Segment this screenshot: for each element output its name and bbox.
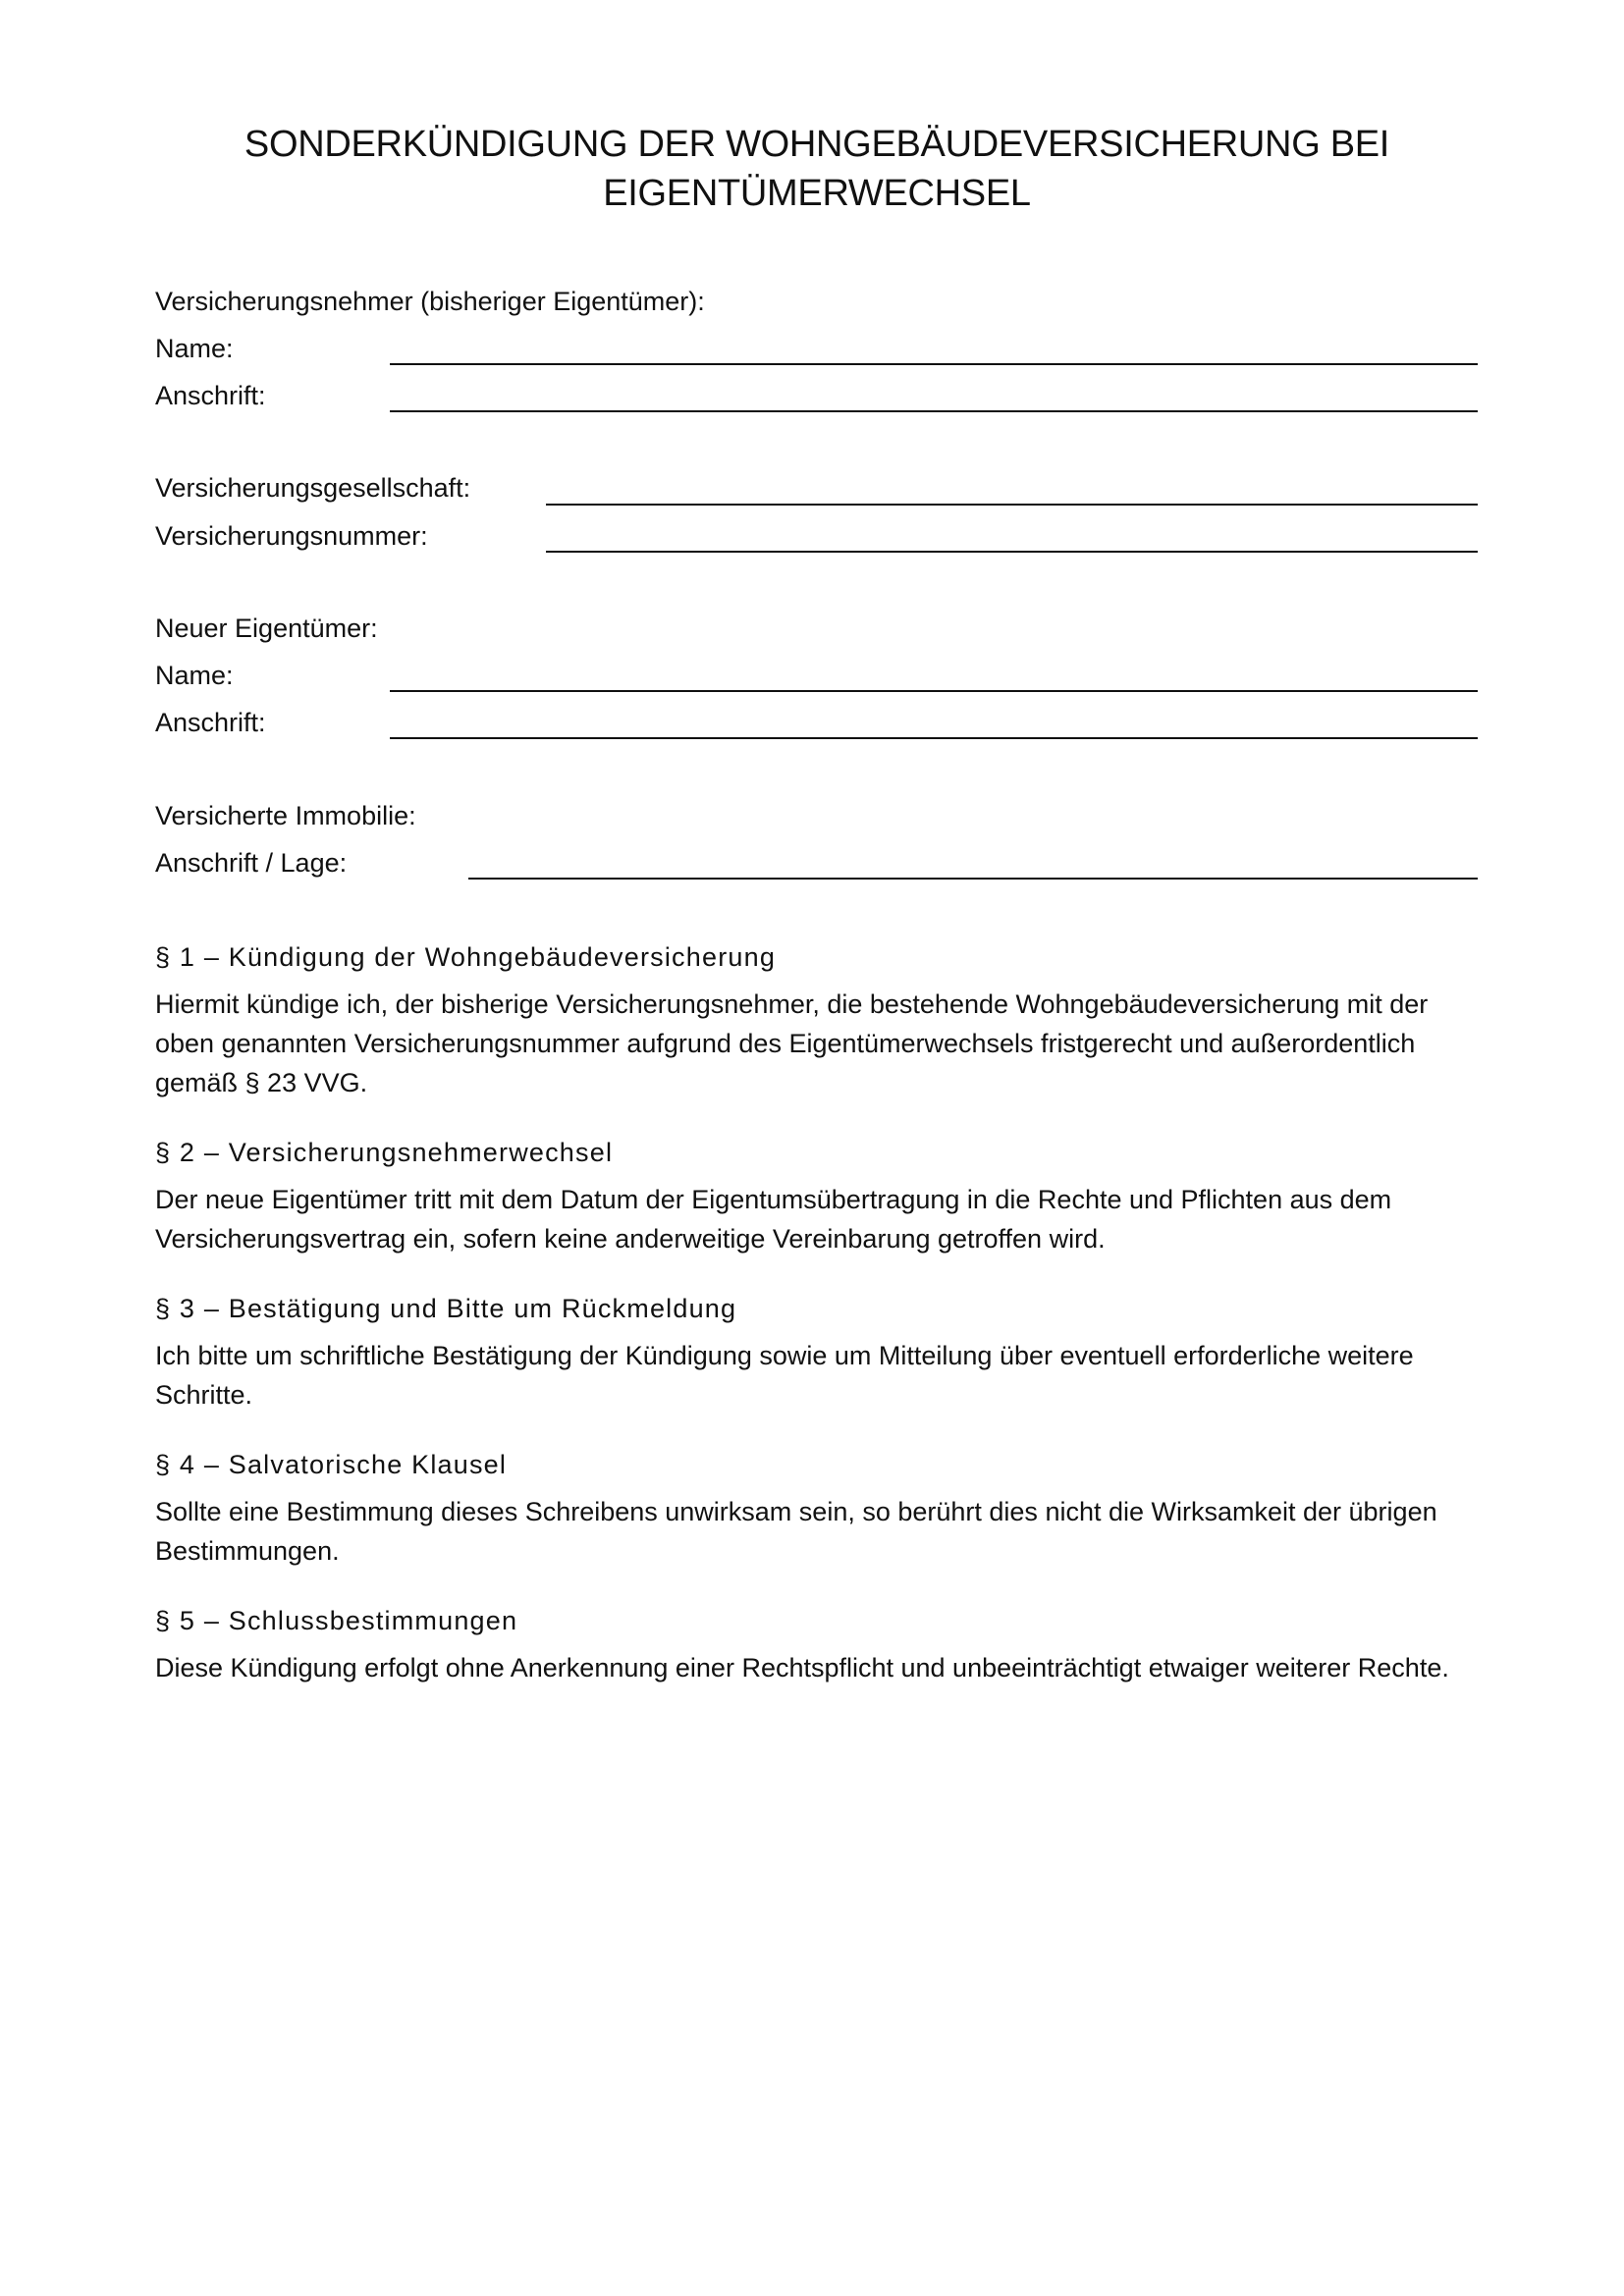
property-location-field[interactable] [468, 878, 1478, 880]
section-1-heading: § 1 – Kündigung der Wohngebäudeversicherung [155, 942, 777, 972]
property-location-label: Anschrift / Lage: [155, 848, 348, 878]
policyholder-heading: Versicherungsnehmer (bisheriger Eigentümer): [155, 287, 705, 316]
policyholder-address-label: Anschrift: [155, 381, 266, 410]
new-owner-heading: Neuer Eigentümer: [155, 614, 378, 643]
section-3-heading: § 3 – Bestätigung und Bitte um Rückmeldung [155, 1294, 737, 1323]
section-4-text: Sollte eine Bestimmung dieses Schreibens unwirksam sein, so berührt dies nicht die Wirksamkeit der übrigen Bestimmungen. [155, 1497, 1437, 1566]
new-owner-name-field[interactable] [390, 690, 1478, 692]
section-1-text: Hiermit kündige ich, der bisherige Versicherungsnehmer, die bestehende Wohngebäudeversicherung mit der oben genannten Versicherungsnummer aufgrund des Eigentümerwechsels fristgerecht und außerordentlich gemäß § 23 VVG. [155, 989, 1429, 1097]
section-4-heading: § 4 – Salvatorische Klausel [155, 1450, 508, 1479]
section-5-text: Diese Kündigung erfolgt ohne Anerkennung einer Rechtspflicht und unbeeinträchtigt etwaiger weiterer Rechte. [155, 1653, 1449, 1682]
section-3-text: Ich bitte um schriftliche Bestätigung der Kündigung sowie um Mitteilung über eventuell erforderliche weitere Schritte. [155, 1341, 1414, 1410]
section-2-heading: § 2 – Versicherungsnehmerwechsel [155, 1138, 614, 1167]
property-heading: Versicherte Immobilie: [155, 801, 416, 830]
insurer-company-label: Versicherungsgesellschaft: [155, 473, 471, 503]
new-owner-name-label: Name: [155, 661, 234, 690]
section-5-heading: § 5 – Schlussbestimmungen [155, 1606, 518, 1635]
insurer-company-field[interactable] [546, 504, 1478, 506]
policyholder-name-field[interactable] [390, 363, 1478, 365]
policyholder-address-field[interactable] [390, 410, 1478, 412]
policyholder-name-label: Name: [155, 334, 234, 363]
new-owner-address-field[interactable] [390, 737, 1478, 739]
new-owner-address-label: Anschrift: [155, 708, 266, 737]
section-2-text: Der neue Eigentümer tritt mit dem Datum der Eigentumsübertragung in die Rechte und Pflichten aus dem Versicherungsvertrag ein, sofern keine anderweitige Vereinbarung getroffen wird. [155, 1185, 1392, 1254]
page-title: SONDERKÜNDIGUNG DER WOHNGEBÄUDEVERSICHERUNG BEI EIGENTÜMERWECHSEL [244, 124, 1390, 214]
insurer-number-field[interactable] [546, 551, 1478, 553]
insurer-number-label: Versicherungsnummer: [155, 521, 428, 551]
